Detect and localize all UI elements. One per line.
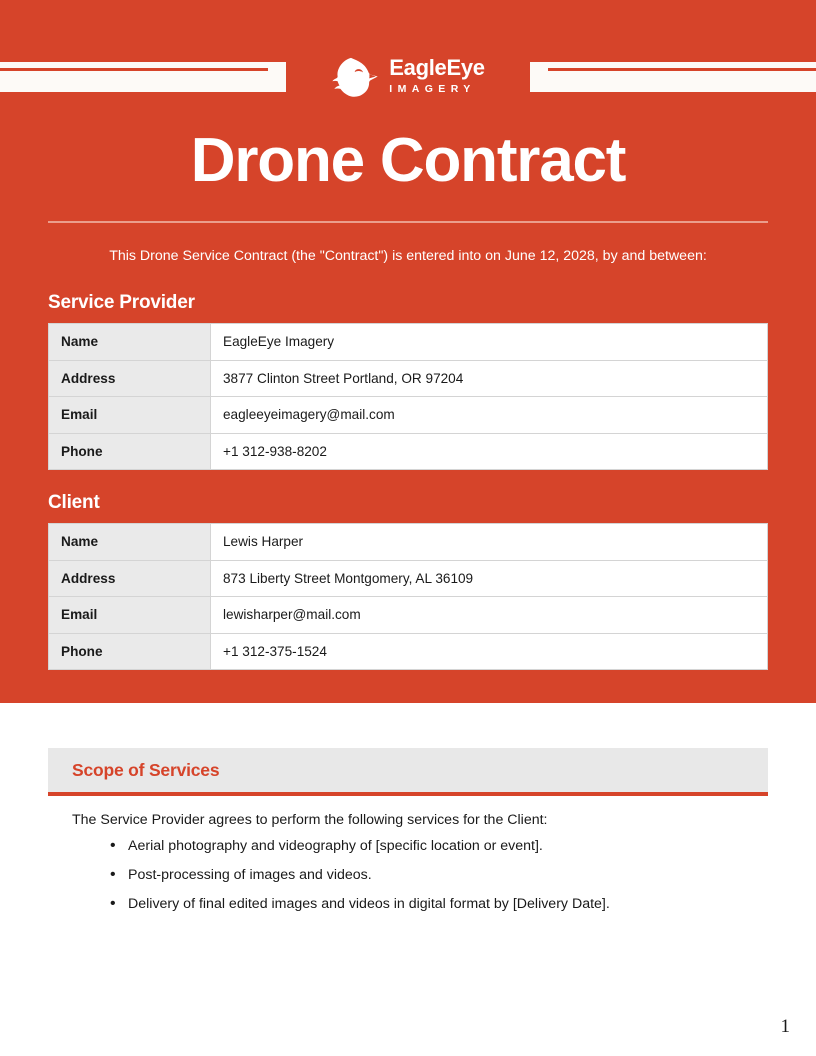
scope-services-list	[110, 835, 768, 915]
service-provider-table	[48, 323, 768, 470]
scope-lead-text: The Service Provider agrees to perform the following services for the Client:	[72, 812, 548, 828]
scope-of-services-underline	[48, 792, 768, 796]
table-row	[49, 433, 768, 470]
row-value: 3877 Clinton Street Portland, OR 97204	[211, 360, 768, 397]
brand-logo	[331, 54, 484, 98]
logo-subtitle: IMAGERY	[389, 83, 476, 96]
row-value: +1 312-938-8202	[211, 433, 768, 470]
row-label: Name	[49, 324, 211, 361]
row-label: Address	[49, 560, 211, 597]
title-divider	[48, 221, 768, 223]
decorative-bar-left	[0, 62, 286, 92]
table-row	[49, 397, 768, 434]
list-item: • Aerial photography and videography of [specific location or event].	[110, 835, 768, 857]
row-value: lewisharper@mail.com	[211, 597, 768, 634]
scope-of-services-banner	[48, 748, 768, 792]
client-table	[48, 523, 768, 670]
row-label: Email	[49, 597, 211, 634]
intro-paragraph: This Drone Service Contract (the "Contract") is entered into on June 12, 2028, by and between:	[109, 248, 707, 264]
client-heading: Client	[48, 492, 100, 513]
row-value: Lewis Harper	[211, 524, 768, 561]
row-label: Name	[49, 524, 211, 561]
service-provider-heading: Service Provider	[48, 292, 195, 313]
logo-name: EagleEye	[389, 55, 485, 81]
decorative-bar-right	[530, 62, 816, 92]
table-row	[49, 524, 768, 561]
row-label: Address	[49, 360, 211, 397]
page-title: Drone Contract	[190, 126, 626, 195]
table-row	[49, 633, 768, 670]
row-value: 873 Liberty Street Montgomery, AL 36109	[211, 560, 768, 597]
table-row	[49, 360, 768, 397]
table-row	[49, 597, 768, 634]
list-item: • Delivery of final edited images and videos in digital format by [Delivery Date].	[110, 893, 768, 915]
row-value: eagleeyeimagery@mail.com	[211, 397, 768, 434]
row-value: +1 312-375-1524	[211, 633, 768, 670]
table-row	[49, 560, 768, 597]
eagle-head-icon	[331, 55, 379, 97]
row-value: EagleEye Imagery	[211, 324, 768, 361]
row-label: Email	[49, 397, 211, 434]
scope-of-services-body	[48, 810, 768, 922]
logo-bar	[0, 54, 816, 98]
row-label: Phone	[49, 433, 211, 470]
page-number: 1	[780, 1016, 790, 1037]
list-item: • Post-processing of images and videos.	[110, 864, 768, 886]
table-row	[49, 324, 768, 361]
row-label: Phone	[49, 633, 211, 670]
scope-of-services-heading: Scope of Services	[72, 759, 220, 780]
decorative-line-left	[0, 68, 268, 71]
decorative-line-right	[548, 68, 816, 71]
